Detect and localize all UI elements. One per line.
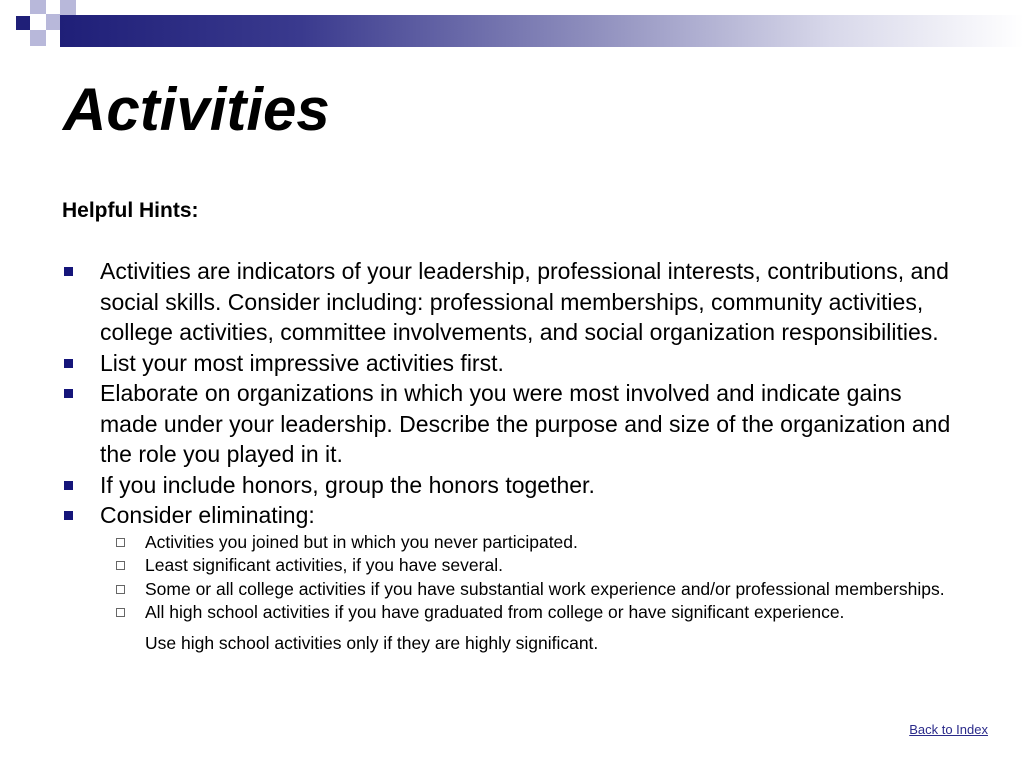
bullet-item: [62, 256, 962, 348]
header-gradient-bar: [60, 15, 1024, 47]
sub-bullet-list: [108, 531, 962, 656]
hollow-square-bullet-icon: [116, 608, 125, 617]
deco-square: [30, 30, 46, 46]
sub-bullet-item: [108, 601, 962, 625]
sub-bullet-text: All high school activities if you have graduated from college or have significant experience.: [145, 602, 845, 622]
bullet-text: Consider eliminating:: [100, 502, 315, 528]
sub-bullet-text: Some or all college activities if you have substantial work experience and/or professional memberships.: [145, 578, 945, 599]
bullet-text: If you include honors, group the honors together.: [100, 471, 595, 498]
bullet-item: [62, 500, 962, 655]
bullet-text: Elaborate on organizations in which you were most involved and indicate gains made under your leadership. Describe the purpose and size of the organization and the role you played in it.: [100, 380, 951, 467]
deco-square: [46, 14, 60, 30]
hollow-square-bullet-icon: [116, 585, 125, 594]
back-to-index-link[interactable]: Back to Index: [909, 722, 988, 737]
square-bullet-icon: [64, 359, 73, 368]
sub-bullet-item: [108, 554, 962, 578]
deco-square: [30, 0, 46, 14]
square-bullet-icon: [64, 389, 73, 398]
sub-bullet-item: [108, 531, 962, 555]
square-bullet-icon: [64, 481, 73, 490]
hollow-square-bullet-icon: [116, 561, 125, 570]
bullet-item: [62, 470, 962, 501]
bullet-text: List your most impressive activities first.: [100, 349, 504, 376]
deco-square: [60, 0, 76, 15]
sub-bullet-text: Least significant activities, if you have several.: [145, 555, 503, 575]
square-bullet-icon: [64, 267, 73, 276]
bullet-list: [62, 256, 962, 655]
deco-square: [16, 30, 30, 46]
bullet-text: Activities are indicators of your leadership, professional interests, contributions, and social skills. Consider including: professional memberships, community activities, college activities, committee involvements, and social organization responsibilities.: [100, 258, 949, 345]
bullet-item: [62, 348, 962, 379]
square-bullet-icon: [64, 511, 73, 520]
sub-bullet-text: Activities you joined but in which you never participated.: [145, 531, 578, 552]
slide-subtitle: Helpful Hints:: [62, 199, 199, 222]
deco-square: [16, 16, 30, 30]
hollow-square-bullet-icon: [116, 538, 125, 547]
sub-bullet-item: [108, 578, 962, 602]
slide-title: Activities: [63, 76, 330, 143]
bullet-item: [62, 378, 962, 470]
sub-bullet-continuation: Use high school activities only if they are highly significant.: [145, 632, 599, 653]
